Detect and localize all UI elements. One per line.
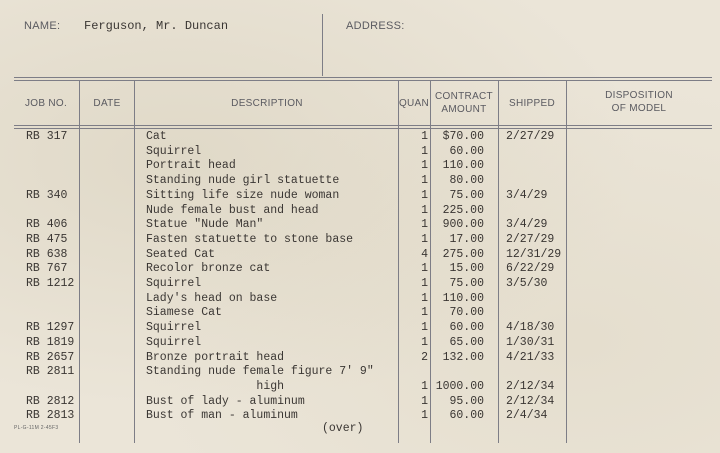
job-no-cell: RB 2812 (26, 394, 75, 408)
quantity-cell: 1 (421, 321, 428, 335)
job-no-cell: RB 2813 (26, 409, 75, 423)
amount-cell: 110.00 (442, 159, 484, 173)
job-no-cell: RB 340 (26, 188, 68, 202)
col-quan: QUAN (398, 98, 430, 109)
amount-cell: $70.00 (442, 130, 484, 143)
table-row (0, 189, 720, 203)
col-job-no: JOB NO. (24, 98, 68, 109)
job-no-cell: RB 1819 (26, 335, 75, 349)
name-value: Ferguson, Mr. Duncan (84, 19, 229, 33)
amount-cell: 75.00 (449, 277, 484, 290)
table-row (0, 306, 720, 320)
col-date: DATE (93, 98, 121, 109)
amount-cell: 17.00 (449, 232, 484, 246)
job-no-cell: RB 1212 (26, 277, 75, 290)
table-row (0, 233, 720, 247)
header-divider (322, 14, 323, 76)
description-cell: Squirrel (146, 144, 202, 158)
description-cell: Standing nude girl statuette (146, 174, 340, 188)
quantity-cell: 1 (421, 203, 428, 217)
shipped-cell: 2/27/29 (506, 130, 555, 143)
shipped-cell: 3/4/29 (506, 188, 548, 202)
description-cell: Bust of lady - aluminum (146, 394, 305, 408)
table-row (0, 277, 720, 291)
shipped-cell: 12/31/29 (506, 247, 562, 261)
description-cell: Fasten statuette to stone base (146, 232, 354, 246)
amount-cell: 132.00 (442, 350, 484, 364)
col-disposition-line2: OF MODEL (611, 103, 667, 114)
job-no-cell: RB 2657 (26, 350, 75, 364)
table-row (0, 218, 720, 232)
shipped-cell: 3/5/30 (506, 277, 548, 290)
amount-cell: 225.00 (442, 203, 484, 217)
table-row (0, 395, 720, 409)
quantity-cell: 1 (421, 306, 428, 320)
quantity-cell: 1 (421, 232, 428, 246)
job-no-cell: RB 2811 (26, 365, 75, 379)
amount-cell: 275.00 (442, 247, 484, 261)
amount-cell: 65.00 (449, 335, 484, 349)
col-description: DESCRIPTION (231, 98, 303, 109)
table-row (0, 248, 720, 262)
quantity-cell: 1 (421, 277, 428, 290)
quantity-cell: 1 (421, 394, 428, 408)
quantity-cell: 1 (421, 291, 428, 305)
quantity-cell: 1 (421, 409, 428, 423)
table-row (0, 174, 720, 188)
name-label: NAME: (24, 20, 61, 32)
table-row (0, 351, 720, 365)
quantity-cell: 1 (421, 188, 428, 202)
quantity-cell: 2 (421, 350, 428, 364)
col-contract-amount-line2: AMOUNT (441, 104, 487, 115)
amount-cell: 60.00 (449, 144, 484, 158)
description-cell: Nude female bust and head (146, 203, 319, 217)
description-cell: Squirrel (146, 277, 202, 290)
description-cell: Squirrel (146, 335, 202, 349)
quantity-cell: 4 (421, 247, 428, 261)
description-cell: Seated Cat (146, 247, 216, 261)
col-contract-amount-line1: CONTRACT (435, 91, 493, 102)
top-rule-2 (14, 80, 712, 81)
shipped-cell: 2/12/34 (506, 379, 555, 393)
amount-cell: 95.00 (449, 394, 484, 408)
table-row (0, 336, 720, 350)
form-code: PL-G-11M 2-45F3 (14, 425, 59, 431)
table-row (0, 130, 720, 144)
job-no-cell: RB 1297 (26, 321, 75, 335)
quantity-cell: 1 (421, 262, 428, 276)
quantity-cell: 1 (421, 335, 428, 349)
job-no-cell: RB 767 (26, 262, 68, 276)
col-disposition-line1: DISPOSITION (605, 90, 673, 101)
description-cell: Recolor bronze cat (146, 262, 271, 276)
table-row (0, 365, 720, 379)
job-no-cell: RB 638 (26, 247, 68, 261)
shipped-cell: 2/12/34 (506, 394, 555, 408)
table-row (0, 321, 720, 335)
col-contract-amount (430, 90, 498, 116)
amount-cell: 75.00 (449, 188, 484, 202)
quantity-cell: 1 (421, 174, 428, 188)
job-no-cell: RB 475 (26, 232, 68, 246)
address-label: ADDRESS: (346, 20, 405, 32)
quantity-cell: 1 (421, 379, 428, 393)
table-row (0, 262, 720, 276)
shipped-cell: 2/27/29 (506, 232, 555, 246)
table-row (0, 145, 720, 159)
description-cell: Cat (146, 130, 167, 143)
shipped-cell: 4/21/33 (506, 350, 555, 364)
amount-cell: 110.00 (442, 291, 484, 305)
amount-cell: 60.00 (449, 409, 484, 423)
amount-cell: 60.00 (449, 321, 484, 335)
shipped-cell: 4/18/30 (506, 321, 555, 335)
quantity-cell: 1 (421, 144, 428, 158)
amount-cell: 15.00 (449, 262, 484, 276)
description-cell: Bronze portrait head (146, 350, 285, 364)
table-row (0, 292, 720, 306)
amount-cell: 900.00 (442, 218, 484, 232)
quantity-cell: 1 (421, 130, 428, 143)
table-row (0, 380, 720, 394)
job-no-cell: RB 317 (26, 130, 68, 143)
description-cell: Sitting life size nude woman (146, 188, 340, 202)
quantity-cell: 1 (421, 218, 428, 232)
amount-cell: 80.00 (449, 174, 484, 188)
col-shipped: SHIPPED (508, 98, 555, 109)
header-rule (14, 125, 712, 126)
description-cell: Lady's head on base (146, 291, 278, 305)
top-rule (14, 77, 712, 78)
header-rule-2 (14, 128, 712, 129)
amount-cell: 70.00 (449, 306, 484, 320)
job-no-cell: RB 406 (26, 218, 68, 232)
shipped-cell: 2/4/34 (506, 409, 548, 423)
description-cell: Siamese Cat (146, 306, 222, 320)
col-disposition (566, 89, 712, 115)
shipped-cell: 6/22/29 (506, 262, 555, 276)
table-row (0, 204, 720, 218)
description-cell: Standing nude female figure 7' 9" (146, 365, 374, 379)
table-row (0, 159, 720, 173)
description-cell: Portrait head (146, 159, 236, 173)
description-cell: Statue "Nude Man" (146, 218, 264, 232)
description-cell: Squirrel (146, 321, 202, 335)
shipped-cell: 3/4/29 (506, 218, 548, 232)
quantity-cell: 1 (421, 159, 428, 173)
description-cell: high (146, 379, 285, 393)
amount-cell: 1000.00 (435, 379, 484, 393)
description-cell: Bust of man - aluminum (146, 409, 298, 423)
over-note: (over) (322, 422, 364, 435)
shipped-cell: 1/30/31 (506, 335, 555, 349)
